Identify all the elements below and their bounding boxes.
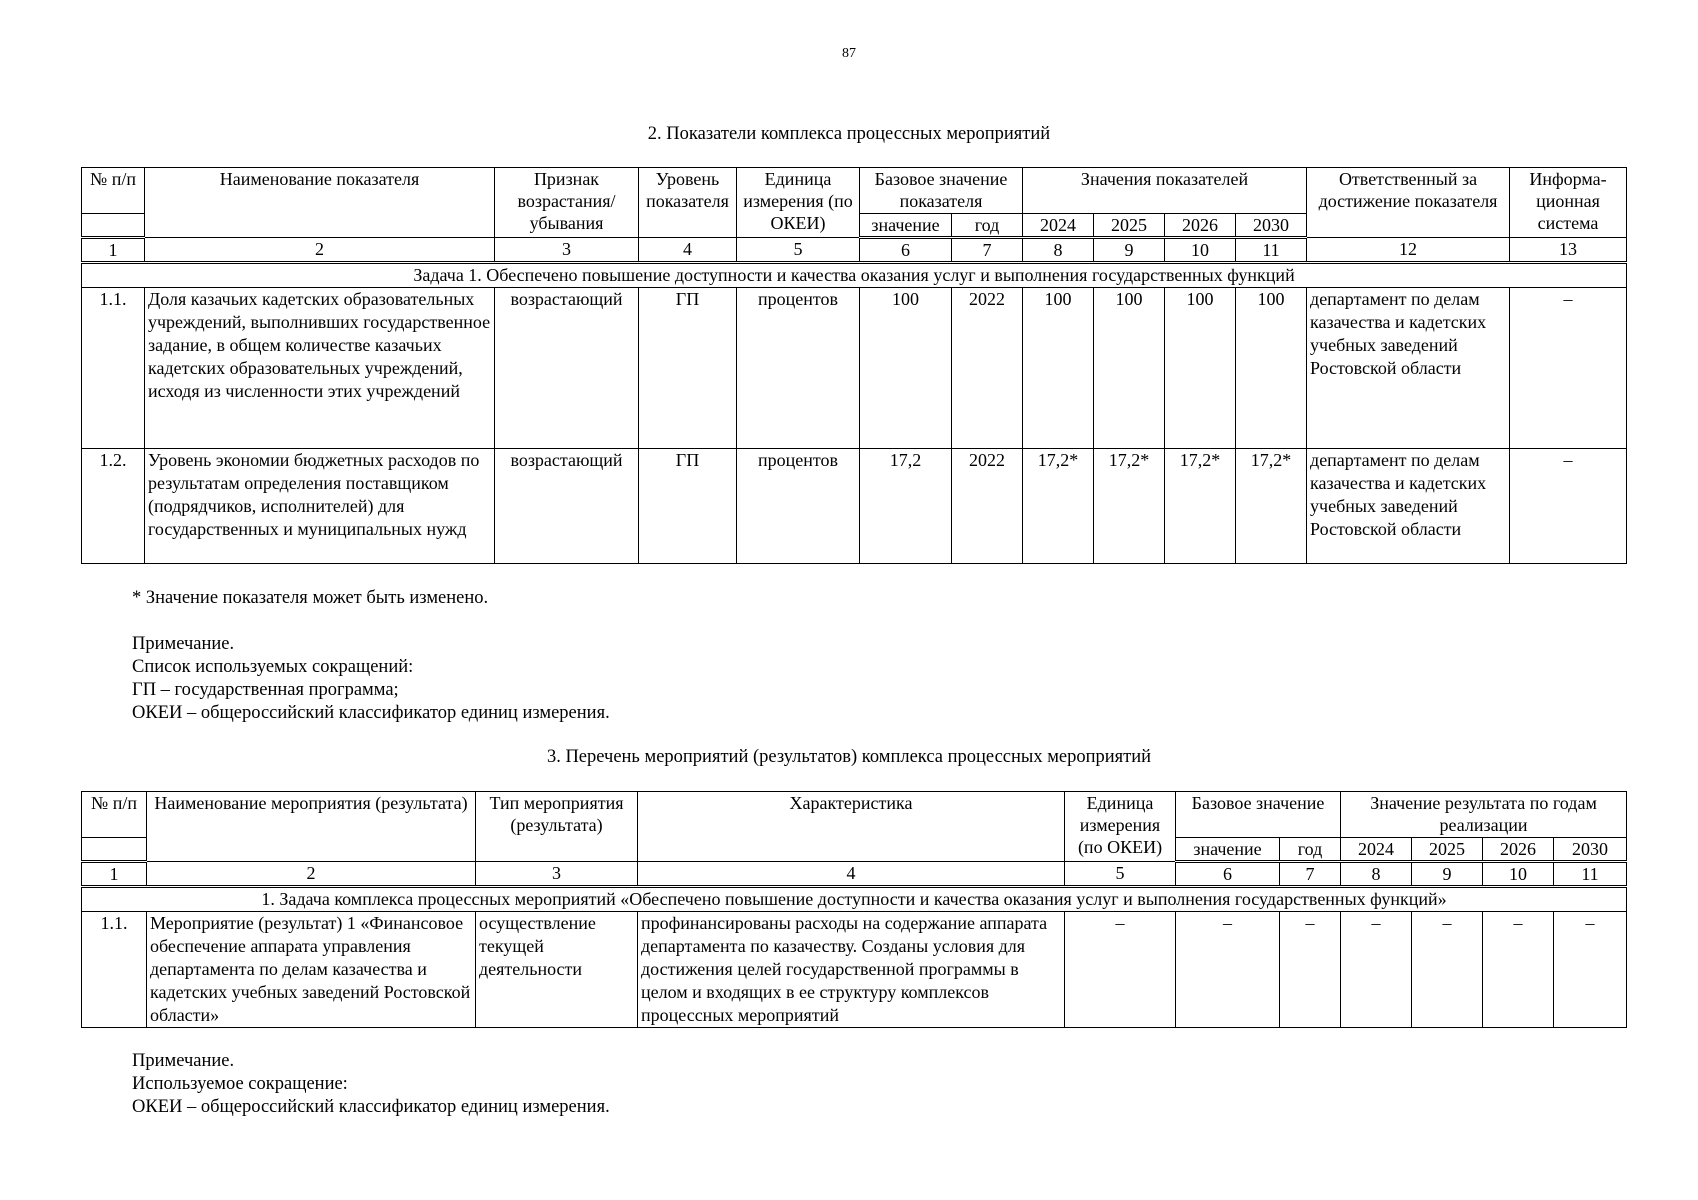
row-2026: 17,2* [1165,449,1236,564]
row-name: Мероприятие (результат) 1 «Финансовое обеспечение аппарата управления департамента по делам казачества и кадетских учебных заведений Ростовской области» [147,912,476,1028]
col-num: 2 [147,862,476,887]
row-sign: возрастающий [495,449,639,564]
header-base-value: значение [860,214,952,238]
section2-title: 2. Показатели комплекса процессных мероприятий [647,124,1051,144]
row-2026: 100 [1165,288,1236,449]
row-2025: 17,2* [1094,449,1165,564]
header-unit: Единица измерения (по ОКЕИ) [1065,792,1176,862]
header-2024: 2024 [1023,214,1094,238]
row-level: ГП [639,288,737,449]
col-num: 11 [1554,862,1627,887]
col-num: 4 [639,238,737,263]
col-num: 5 [1065,862,1176,887]
row-sign: возрастающий [495,288,639,449]
footnote: * Значение показателя может быть изменено. [132,588,489,608]
row-2030: – [1554,912,1627,1028]
row-base-year: – [1280,912,1341,1028]
row-info: – [1510,449,1627,564]
table-row [82,449,1627,564]
row-2030: 100 [1236,288,1307,449]
col-num: 8 [1023,238,1094,263]
row-level: ГП [639,449,737,564]
col-num: 8 [1341,862,1412,887]
header-2025: 2025 [1094,214,1165,238]
header-values: Значения показателей [1023,168,1307,214]
header-2026: 2026 [1483,838,1554,862]
note-title: Примечание. [132,634,235,654]
row-type: осуществление текущей деятельности [476,912,638,1028]
header-num-cont [82,214,145,238]
row-char: профинансированы расходы на содержание аппарата департамента по казачеству. Созданы условия для достижения целей государственной программы в целом и входящих в ее структуру комплексов процессных мероприятий [638,912,1065,1028]
row-2030: 17,2* [1236,449,1307,564]
col-num: 2 [145,238,495,263]
note2-okei: ОКЕИ – общероссийский классификатор единиц измерения. [132,1097,610,1117]
header-num: № п/п [82,792,147,838]
table-row [82,288,1627,449]
row-name: Доля казачьих кадетских образовательных учреждений, выполнивших государственное задание, в общем количестве казачьих кадетских образовательных учреждений, исходя из численности этих учреждений [145,288,495,449]
col-num: 10 [1165,238,1236,263]
header-base-year: год [952,214,1023,238]
col-num: 4 [638,862,1065,887]
row-base-year: 2022 [952,449,1023,564]
header-2026: 2026 [1165,214,1236,238]
row-2025: 100 [1094,288,1165,449]
row-responsible: департамент по делам казачества и кадетских учебных заведений Ростовской области [1307,449,1510,564]
col-num: 9 [1094,238,1165,263]
header-type: Тип мероприятия (результата) [476,792,638,862]
row-name: Уровень экономии бюджетных расходов по результатам определения поставщиком (подрядчиков, исполнителей) для государственных и муниципальных нужд [145,449,495,564]
row-responsible: департамент по делам казачества и кадетских учебных заведений Ростовской области [1307,288,1510,449]
header-sign: Признак возрастания/ убывания [495,168,639,238]
col-num: 11 [1236,238,1307,263]
page-number: 87 [842,46,856,61]
header-name: Наименование мероприятия (результата) [147,792,476,862]
table-row [82,912,1627,1028]
header-level: Уровень показателя [639,168,737,238]
col-num: 1 [82,238,145,263]
row-2024: 100 [1023,288,1094,449]
col-num: 5 [737,238,860,263]
task-row: Задача 1. Обеспечено повышение доступности и качества оказания услуг и выполнения государственных функций [82,263,1627,288]
row-2024: 17,2* [1023,449,1094,564]
header-values: Значение результата по годам реализации [1341,792,1627,838]
note-okei: ОКЕИ – общероссийский классификатор единиц измерения. [132,703,610,723]
header-2030: 2030 [1236,214,1307,238]
col-num: 13 [1510,238,1627,263]
row-num: 1.1. [82,288,145,449]
header-num-cont [82,838,147,862]
header-base: Базовое значение [1176,792,1341,838]
col-num: 12 [1307,238,1510,263]
col-num: 3 [476,862,638,887]
indicators-table [81,167,1627,564]
header-name: Наименование показателя [145,168,495,238]
col-num: 3 [495,238,639,263]
col-num: 6 [1176,862,1280,887]
header-responsible: Ответственный за достижение показателя [1307,168,1510,238]
row-unit: процентов [737,288,860,449]
col-num: 7 [1280,862,1341,887]
row-base-value: 17,2 [860,449,952,564]
header-info: Информа-ционная система [1510,168,1627,238]
row-base-value: 100 [860,288,952,449]
note2-title: Примечание. [132,1051,235,1071]
header-2024: 2024 [1341,838,1412,862]
section3-title: 3. Перечень мероприятий (результатов) комплекса процессных мероприятий [546,747,1152,767]
col-num: 1 [82,862,147,887]
row-base-year: 2022 [952,288,1023,449]
header-base: Базовое значение показателя [860,168,1023,214]
col-num: 10 [1483,862,1554,887]
note2-abbr-title: Используемое сокращение: [132,1074,348,1094]
row-info: – [1510,288,1627,449]
header-char: Характеристика [638,792,1065,862]
note-list-title: Список используемых сокращений: [132,657,414,677]
row-2024: – [1341,912,1412,1028]
row-base-value: – [1176,912,1280,1028]
row-unit: – [1065,912,1176,1028]
col-num: 6 [860,238,952,263]
note-gp: ГП – государственная программа; [132,680,399,700]
header-2025: 2025 [1412,838,1483,862]
header-2030: 2030 [1554,838,1627,862]
col-num: 7 [952,238,1023,263]
header-unit: Единица измерения (по ОКЕИ) [737,168,860,238]
row-2026: – [1483,912,1554,1028]
row-2025: – [1412,912,1483,1028]
header-base-value: значение [1176,838,1280,862]
row-num: 1.1. [82,912,147,1028]
header-base-year: год [1280,838,1341,862]
header-num: № п/п [82,168,145,214]
task-row: 1. Задача комплекса процессных мероприятий «Обеспечено повышение доступности и качества оказания услуг и выполнения государственных функций» [82,887,1627,912]
col-num: 9 [1412,862,1483,887]
activities-table [81,791,1627,1028]
row-num: 1.2. [82,449,145,564]
row-unit: процентов [737,449,860,564]
